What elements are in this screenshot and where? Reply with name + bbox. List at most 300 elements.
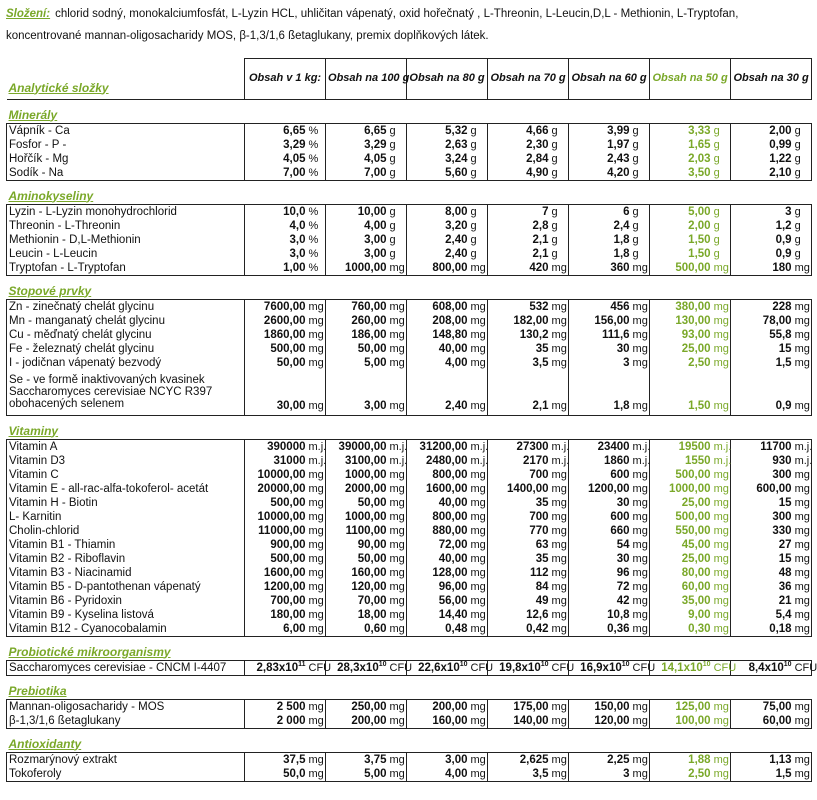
amount-value: 9,00 [688, 608, 711, 621]
amount-value: 0,48 [407, 622, 470, 637]
amount-value: 1,97 [607, 138, 630, 151]
ingredient-name: Rozmarýnový extrakt [7, 752, 245, 767]
ingredient-name: Fosfor - P - [7, 138, 245, 152]
amount-unit: mg [794, 510, 810, 523]
amount-value: $28,3x10^{10}$ [326, 660, 389, 675]
table-row [7, 767, 812, 782]
amount-unit: % [308, 219, 326, 233]
ingredient-name: Cu - měďnatý chelát glycinu [7, 328, 245, 342]
amount-value: 500,00 [675, 510, 711, 523]
amount-value: 35 [535, 552, 549, 565]
amount-value: 380,00 [650, 299, 713, 314]
amount-unit: g [794, 204, 812, 219]
amount-value: 700 [529, 468, 549, 481]
amount-value: 228 [731, 299, 794, 314]
amount-value: 78,00 [762, 314, 792, 327]
amount-value: 3,24 [445, 152, 468, 165]
amount-value: 156,00 [594, 314, 630, 327]
amount-value: 420 [488, 261, 551, 276]
table-header-row [7, 59, 812, 100]
amount-unit: mg [713, 468, 729, 481]
amount-unit: g [470, 233, 488, 247]
amount-unit: mg [713, 714, 729, 727]
amount-unit: mg [794, 608, 810, 621]
amount-unit: % [308, 204, 326, 219]
amount-unit: mg [470, 328, 486, 341]
exponent: 10 [459, 660, 468, 668]
amount-unit: mg [389, 767, 405, 780]
table-row [7, 166, 812, 181]
amount-unit: mg [713, 314, 729, 327]
amount-value: 550,00 [675, 524, 711, 537]
amount-unit: g [389, 152, 407, 166]
amount-unit: mg [389, 328, 405, 341]
amount-unit: mg [794, 342, 810, 355]
amount-value: 120,00 [569, 714, 632, 729]
amount-unit: mg [713, 342, 729, 355]
amount-unit: g [470, 204, 488, 219]
amount-value: 90,00 [357, 538, 387, 551]
amount-unit: mg [470, 622, 486, 635]
table-row [7, 714, 812, 729]
amount-unit: % [308, 233, 326, 247]
amount-unit: % [308, 261, 326, 276]
amount-unit: mg [308, 538, 324, 551]
amount-unit: mg [794, 300, 810, 313]
column-header: Obsah na 60 g [569, 59, 650, 100]
amount-value: 1,50 [688, 233, 711, 246]
amount-unit: mg [470, 314, 486, 327]
amount-unit: mg [551, 767, 567, 780]
amount-unit: mg [632, 261, 648, 274]
amount-value: 3,20 [445, 219, 468, 232]
amount-unit: g [794, 152, 812, 166]
amount-unit: mg [470, 510, 486, 523]
table-row [7, 524, 812, 538]
amount-value: 6,00 [245, 622, 308, 637]
amount-unit: CFU [308, 661, 332, 674]
table-row [7, 608, 812, 622]
amount-unit: mg [794, 622, 810, 635]
ingredient-name: Vitamin D3 [7, 454, 245, 468]
amount-value: 10,00 [326, 204, 389, 219]
amount-value: 54 [616, 538, 630, 551]
amount-unit: mg [632, 496, 648, 509]
amount-value: 500,00 [675, 468, 711, 481]
amount-value: 31000 [273, 454, 306, 467]
amount-value: 50,00 [357, 496, 387, 509]
amount-unit: mg [632, 566, 648, 579]
section-header-row [7, 675, 812, 699]
amount-unit: mg [632, 314, 648, 327]
amount-value: 600,00 [756, 482, 792, 495]
amount-value: 7,00 [326, 166, 389, 181]
amount-unit: g [794, 219, 812, 233]
amount-unit: mg [389, 342, 405, 355]
amount-unit: mg [794, 552, 810, 565]
amount-unit: mg [713, 524, 729, 537]
ingredient-name: Saccharomyces cerevisiae - CNCM I-4407 [7, 660, 245, 675]
amount-value: 1200,00 [587, 482, 630, 495]
amount-value: 800,00 [432, 510, 468, 523]
table-row [7, 328, 812, 342]
amount-unit: g [794, 233, 812, 247]
amount-unit: mg [551, 482, 567, 495]
table-row [7, 123, 812, 138]
amount-unit: mg [632, 700, 648, 713]
amount-unit: % [308, 166, 326, 181]
amount-value: 31200,00 [407, 439, 470, 454]
amount-unit: mg [308, 552, 324, 565]
amount-value: 25,00 [681, 552, 711, 565]
amount-unit: g [794, 123, 812, 138]
amount-unit: mg [308, 622, 324, 635]
amount-value: 250,00 [326, 699, 389, 714]
amount-unit: mg [551, 714, 567, 727]
amount-unit: mg [713, 496, 729, 509]
amount-value: 2 000 [245, 714, 308, 729]
amount-value: 4,20 [569, 166, 632, 181]
amount-value: 35 [535, 496, 549, 509]
amount-value: 72 [616, 580, 630, 593]
amount-value: 3,5 [532, 356, 549, 369]
amount-value: 5,00 [650, 204, 713, 219]
amount-value: 1000,00 [344, 510, 387, 523]
amount-value: 40,00 [438, 552, 468, 565]
amount-unit: mg [551, 261, 567, 274]
amount-unit: mg [713, 300, 729, 313]
amount-value: 11700 [731, 439, 794, 454]
amount-unit: mg [308, 300, 324, 313]
amount-unit: g [632, 123, 650, 138]
amount-unit: mg [551, 510, 567, 523]
amount-unit: mg [713, 261, 729, 274]
amount-unit: mg [308, 594, 324, 607]
ingredient-name: L- Karnitin [7, 510, 245, 524]
amount-value: 180 [731, 261, 794, 276]
amount-unit: g [389, 138, 407, 152]
amount-unit: mg [794, 594, 810, 607]
ingredient-name: Vitamin B5 - D-pantothenan vápenatý [7, 580, 245, 594]
amount-value: 5,60 [407, 166, 470, 181]
amount-unit: g [713, 138, 731, 152]
amount-value: 84 [535, 580, 549, 593]
amount-value: 0,9 [775, 233, 792, 246]
amount-unit: mg [470, 566, 486, 579]
amount-value: 4,00 [445, 356, 468, 369]
amount-unit: g [389, 166, 407, 181]
amount-unit: mg [794, 468, 810, 481]
ingredient-name: Hořčík - Mg [7, 152, 245, 166]
amount-value: 4,00 [364, 219, 387, 232]
amount-value: 500,00 [650, 261, 713, 276]
amount-value: $14,1x10^{10}$ [650, 660, 713, 675]
amount-unit: mg [632, 524, 648, 537]
amount-value: 660 [610, 524, 630, 537]
amount-unit: mg [389, 566, 405, 579]
amount-value: 93,00 [681, 328, 711, 341]
amount-value: 10000,00 [257, 468, 306, 481]
amount-value: 2,4 [613, 219, 630, 232]
amount-unit: mg [713, 753, 729, 766]
table-row [7, 566, 812, 580]
table-row [7, 356, 812, 370]
amount-value: 330 [772, 524, 792, 537]
amount-unit: g [551, 233, 569, 247]
amount-value: 2480,00 [425, 454, 468, 467]
amount-value: 2000,00 [344, 482, 387, 495]
amount-unit: mg [389, 552, 405, 565]
table-row [7, 314, 812, 328]
amount-unit: m.j. [308, 440, 327, 453]
ingredient-name: Tryptofan - L-Tryptofan [7, 261, 245, 276]
amount-unit: mg [470, 370, 488, 416]
amount-unit: mg [632, 538, 648, 551]
column-header: Obsah na 30 g [731, 59, 812, 100]
amount-value: 80,00 [681, 566, 711, 579]
amount-value: 1860 [603, 454, 630, 467]
amount-unit: m.j. [389, 454, 408, 467]
ingredient-name: Vitamin H - Biotin [7, 496, 245, 510]
amount-value: 42 [616, 594, 630, 607]
amount-value: 50,00 [357, 342, 387, 355]
table-row [7, 342, 812, 356]
amount-value: 27300 [488, 439, 551, 454]
composition-body: chlorid sodný, monokalciumfosfát, L-Lyzin HCL, uhličitan vápenatý, oxid hořečnatý , L-Threonin, L-Leucin,D,L - Methionin, L-Tryptofan, koncentrované mannan-oligosacharidy MOS, β-1,3/1,6 ßetaglukany, premix doplňkových látek. [6, 8, 739, 42]
amount-unit: mg [389, 608, 405, 621]
table-row [7, 138, 812, 152]
amount-unit: % [308, 138, 326, 152]
amount-value: 6,65 [326, 123, 389, 138]
amount-unit: g [389, 204, 407, 219]
amount-value: 0,42 [488, 622, 551, 637]
amount-unit: mg [308, 356, 324, 369]
amount-value: 0,30 [650, 622, 713, 637]
amount-value: 2,40 [445, 233, 468, 246]
amount-value: 55,8 [769, 328, 792, 341]
amount-unit: mg [794, 496, 810, 509]
amount-value: 1000,00 [668, 482, 711, 495]
amount-value: $2,83x10^{11}$ [245, 660, 308, 675]
amount-value: 130,2 [519, 328, 549, 341]
amount-value: 360 [569, 261, 632, 276]
table-body [7, 99, 817, 781]
amount-value: 50,00 [276, 356, 306, 369]
amount-unit: mg [794, 328, 810, 341]
amount-unit: mg [551, 538, 567, 551]
amount-unit: g [470, 152, 488, 166]
amount-unit: m.j. [389, 440, 408, 453]
amount-unit: mg [632, 714, 648, 727]
table-row [7, 439, 812, 454]
column-header-highlight: Obsah na 50 g [650, 59, 731, 100]
amount-value: 10,8 [607, 608, 630, 621]
amount-unit: mg [794, 538, 810, 551]
amount-value: 6,65 [245, 123, 308, 138]
amount-value: 72,00 [438, 538, 468, 551]
amount-value: 1,8 [569, 370, 632, 416]
section-header-row [7, 275, 812, 299]
amount-value: 30 [616, 496, 630, 509]
amount-unit: % [308, 123, 326, 138]
amount-value: 1200,00 [263, 580, 306, 593]
amount-value: 30 [616, 552, 630, 565]
amount-unit: g [794, 138, 812, 152]
amount-value: 3,29 [283, 138, 306, 151]
amount-value: 600 [610, 468, 630, 481]
amount-unit: g [713, 204, 731, 219]
amount-unit: mg [551, 496, 567, 509]
ingredient-name: Vitamin B2 - Riboflavin [7, 552, 245, 566]
amount-unit: m.j. [470, 454, 489, 467]
amount-unit: CFU [470, 661, 494, 674]
amount-unit: mg [551, 356, 567, 369]
amount-unit: mg [551, 580, 567, 593]
amount-unit: mg [470, 468, 486, 481]
amount-value: 2,1 [532, 233, 549, 246]
table-row [7, 510, 812, 524]
amount-value: 111,6 [602, 328, 630, 341]
amount-value: 1600,00 [263, 566, 306, 579]
amount-value: 2,43 [607, 152, 630, 165]
ingredient-name: Zn - zinečnatý chelát glycinu [7, 299, 245, 314]
header-label: Analytické složky [7, 59, 245, 100]
amount-value: 50,0 [245, 767, 308, 782]
amount-unit: g [551, 152, 569, 166]
section-title: Prebiotika [8, 683, 67, 698]
amount-unit: mg [551, 370, 569, 416]
amount-unit: g [551, 204, 569, 219]
amount-value: 1,8 [613, 233, 630, 246]
amount-unit: g [632, 138, 650, 152]
amount-unit: mg [794, 566, 810, 579]
amount-value: 2600,00 [263, 314, 306, 327]
amount-unit: mg [632, 552, 648, 565]
column-header: Obsah na 80 g [407, 59, 488, 100]
amount-unit: mg [551, 552, 567, 565]
amount-value: 3,00 [407, 752, 470, 767]
ingredient-name: β-1,3/1,6 ßetaglukany [7, 714, 245, 729]
amount-value: 800,00 [407, 261, 470, 276]
amount-value: 2,03 [688, 152, 711, 165]
table-row [7, 538, 812, 552]
amount-unit: mg [713, 767, 729, 780]
amount-value: 8,00 [407, 204, 470, 219]
amount-unit: mg [632, 370, 650, 416]
amount-value: 23400 [569, 439, 632, 454]
ingredient-name: Vitamin A [7, 439, 245, 454]
amount-unit: mg [308, 370, 326, 416]
amount-value: 75,00 [731, 699, 794, 714]
amount-value: 1,88 [650, 752, 713, 767]
amount-value: 2,30 [526, 138, 549, 151]
amount-unit: mg [470, 356, 486, 369]
amount-unit: mg [632, 510, 648, 523]
amount-value: 2,8 [532, 219, 549, 232]
amount-value: 25,00 [681, 496, 711, 509]
amount-unit: mg [470, 300, 486, 313]
amount-unit: g [389, 123, 407, 138]
amount-value: 300 [772, 510, 792, 523]
amount-value: 3100,00 [344, 454, 387, 467]
amount-value: 608,00 [407, 299, 470, 314]
amount-value: 1,65 [688, 138, 711, 151]
amount-unit: mg [308, 482, 324, 495]
amount-unit: mg [551, 342, 567, 355]
amount-unit: mg [713, 594, 729, 607]
amount-value: 1,8 [613, 247, 630, 260]
amount-unit: mg [470, 753, 486, 766]
amount-value: 160,00 [407, 714, 470, 729]
section-title: Vitaminy [8, 423, 59, 438]
amount-value: 15 [778, 342, 792, 355]
amount-value: 4,0 [289, 219, 306, 232]
table-row [7, 152, 812, 166]
amount-value: 2,63 [445, 138, 468, 151]
amount-value: 2,25 [569, 752, 632, 767]
amount-value: 175,00 [488, 699, 551, 714]
amount-unit: m.j. [794, 440, 813, 453]
amount-value: 2170 [522, 454, 549, 467]
amount-value: 36 [778, 580, 792, 593]
section-title: Aminokyseliny [8, 188, 94, 203]
amount-value: 1,50 [650, 370, 713, 416]
amount-value: 3,00 [364, 247, 387, 260]
amount-unit: m.j. [632, 454, 651, 467]
amount-unit: mg [632, 342, 648, 355]
amount-unit: m.j. [632, 440, 651, 453]
amount-unit: mg [308, 714, 324, 727]
amount-value: $22,6x10^{10}$ [407, 660, 470, 675]
amount-value: 700 [529, 510, 549, 523]
section-title: Minerály [8, 107, 58, 122]
amount-unit: mg [713, 608, 729, 621]
amount-value: 5,4 [775, 608, 792, 621]
section-header-row [7, 415, 812, 439]
amount-value: 1860,00 [263, 328, 306, 341]
amount-value: 2,40 [407, 370, 470, 416]
amount-value: 3,75 [326, 752, 389, 767]
amount-value: 3,33 [650, 123, 713, 138]
amount-unit: mg [389, 714, 405, 727]
amount-value: 0,9 [731, 370, 794, 416]
amount-unit: m.j. [713, 440, 732, 453]
amount-unit: g [794, 166, 812, 181]
amount-value: 45,00 [681, 538, 711, 551]
amount-value: 0,18 [731, 622, 794, 637]
section-title: Antioxidanty [8, 736, 82, 751]
amount-value: 3,00 [326, 370, 389, 416]
amount-unit: mg [551, 524, 567, 537]
amount-value: 200,00 [407, 699, 470, 714]
exponent: 10 [783, 660, 792, 668]
amount-value: 30 [616, 342, 630, 355]
amount-unit: CFU [551, 661, 575, 674]
ingredient-name: I - jodičnan vápenatý bezvodý [7, 356, 245, 370]
amount-value: 20000,00 [257, 482, 306, 495]
amount-unit: mg [551, 700, 567, 713]
amount-value: 1,50 [688, 247, 711, 260]
section-header-row [7, 728, 812, 752]
amount-unit: mg [551, 300, 567, 313]
table-row [7, 552, 812, 566]
exponent: 10 [540, 660, 549, 668]
amount-value: $16,9x10^{10}$ [569, 660, 632, 675]
ingredient-name: Sodík - Na [7, 166, 245, 181]
amount-unit: mg [389, 524, 405, 537]
amount-value: $8,4x10^{10}$ [731, 660, 794, 675]
amount-value: 140,00 [488, 714, 551, 729]
